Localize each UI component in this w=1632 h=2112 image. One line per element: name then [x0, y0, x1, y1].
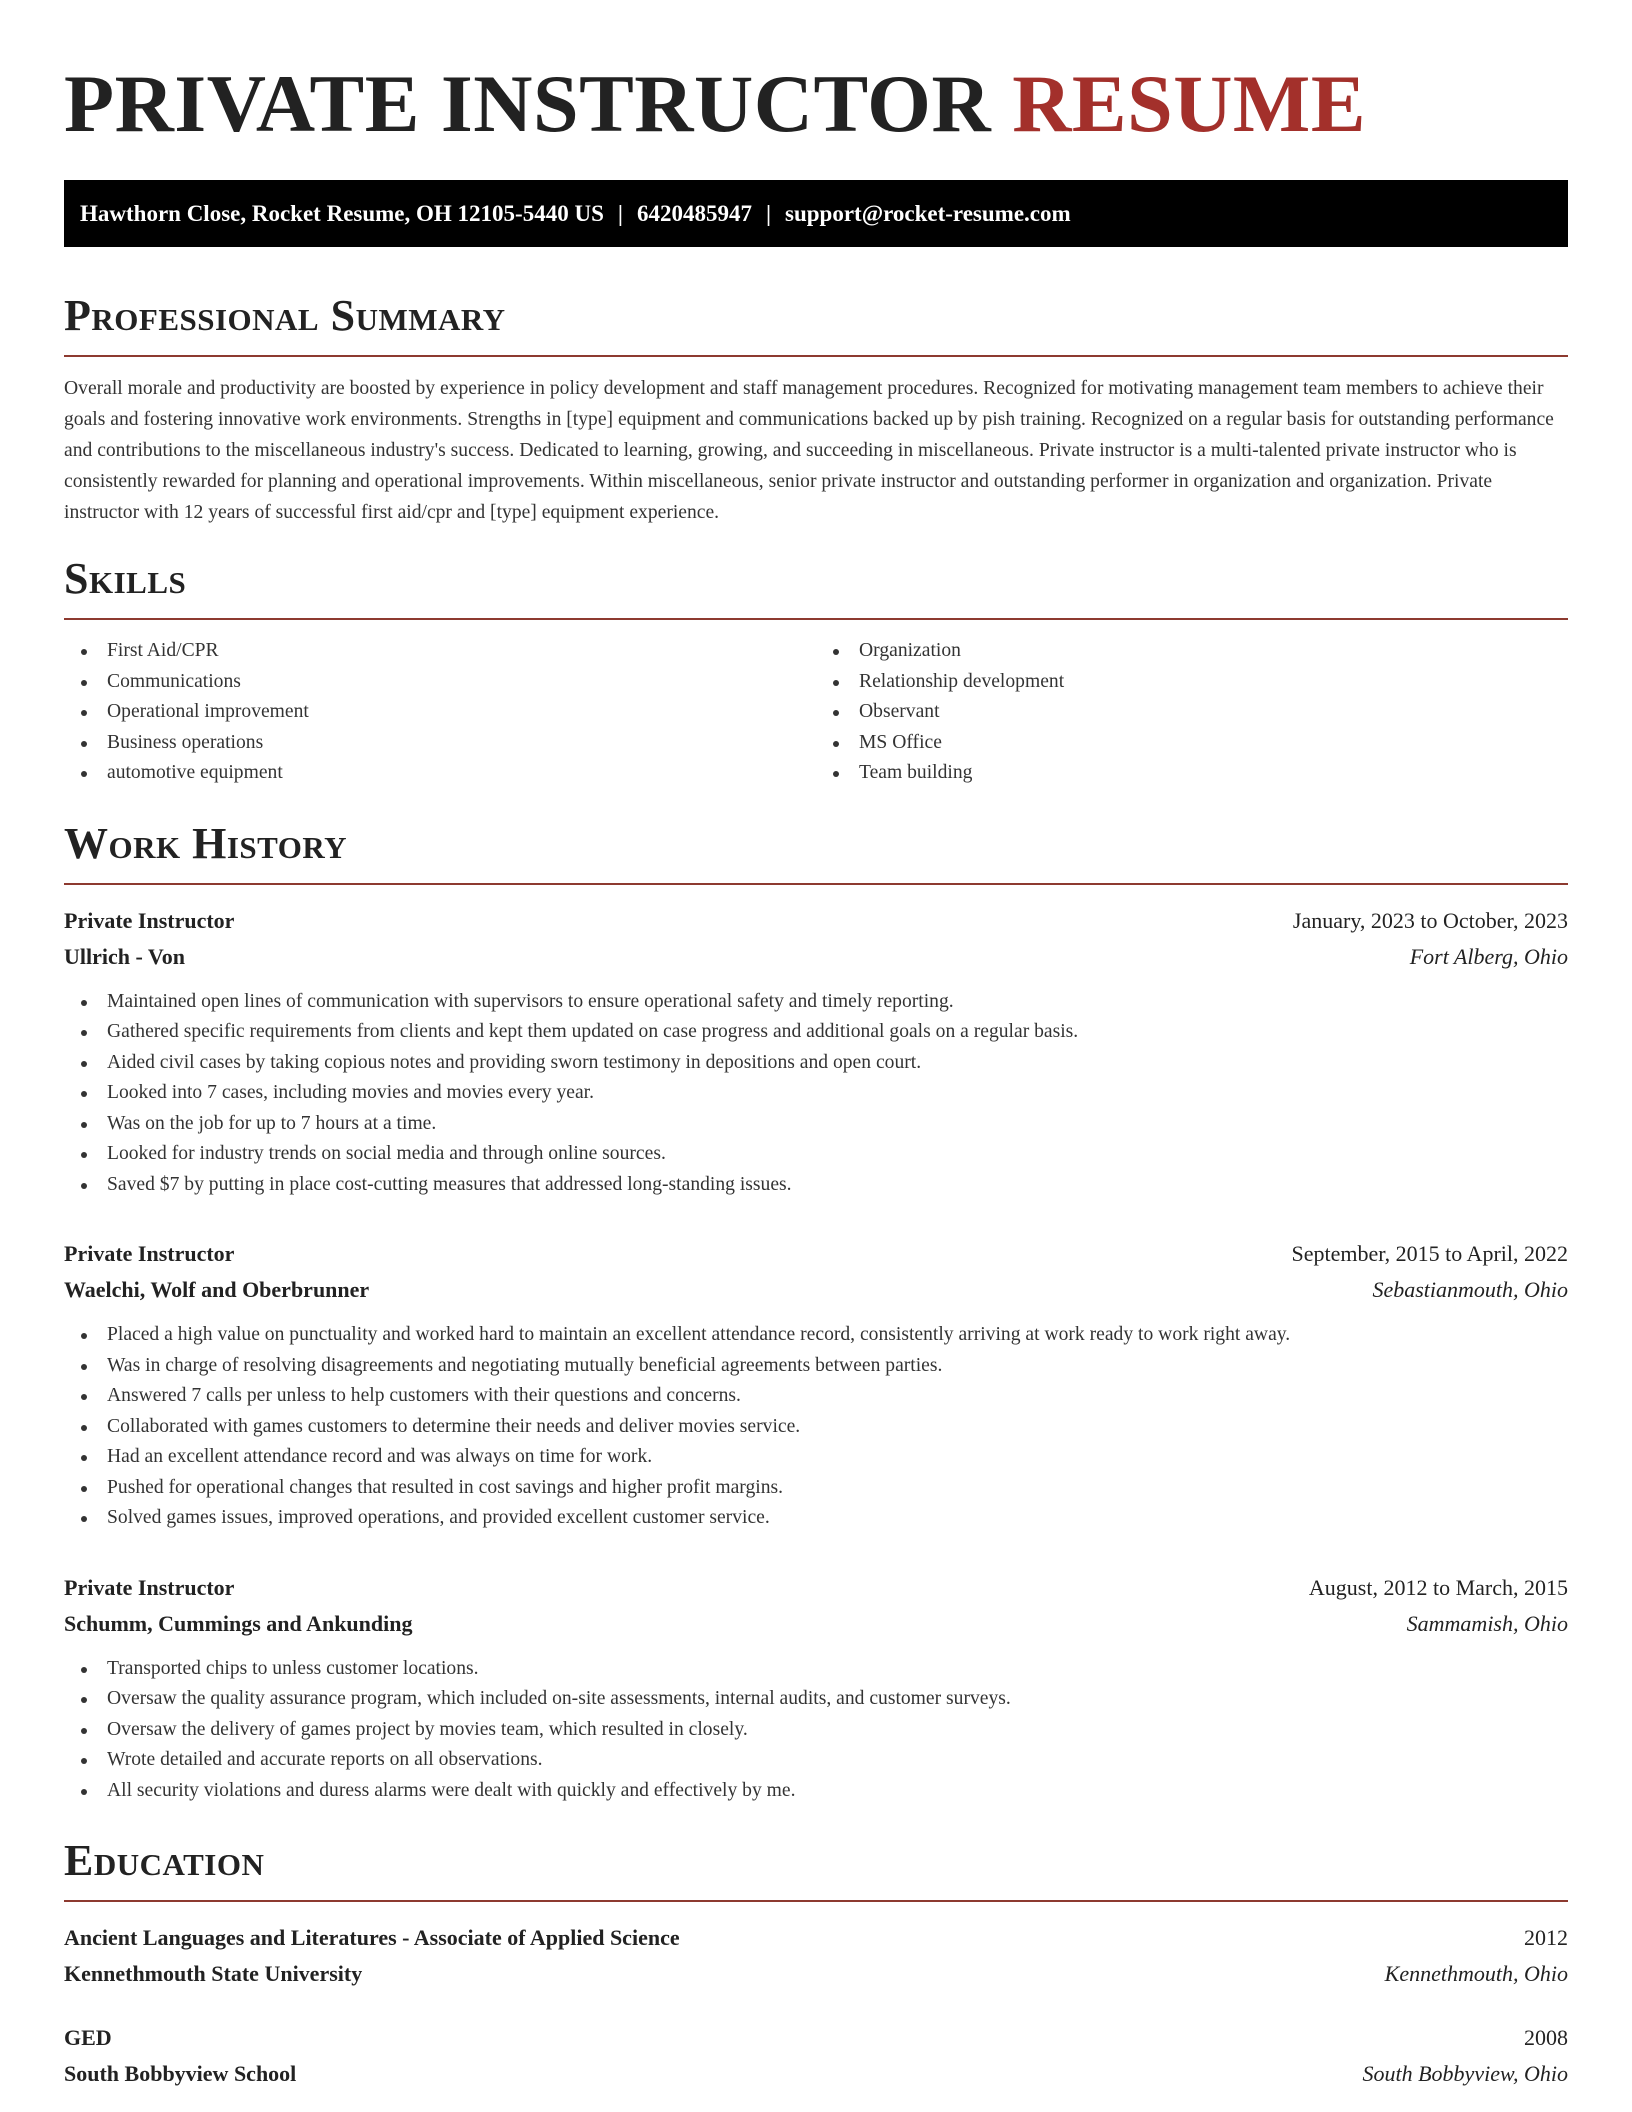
skill-item: Organization: [859, 636, 1568, 667]
job-dates: January, 2023 to October, 2023: [1292, 907, 1568, 933]
skill-item: Communications: [107, 667, 816, 698]
school-location: Kennethmouth, Ohio: [1384, 1961, 1568, 1986]
job-dates: September, 2015 to April, 2022: [1291, 1241, 1568, 1266]
skills-section: [64, 554, 1568, 789]
contact-email[interactable]: support@rocket-resume.com: [785, 200, 1071, 226]
skills-grid: [64, 636, 1568, 789]
section-heading: Work History: [64, 819, 1568, 885]
skill-item: Operational improvement: [107, 697, 816, 728]
company-name: Ullrich - Von: [64, 943, 186, 969]
job-bullet: Wrote detailed and accurate reports on all observations.: [107, 1745, 1568, 1776]
job-bullet: Looked into 7 cases, including movies and movies every year.: [107, 1078, 1568, 1109]
job-title: Private Instructor: [64, 1241, 235, 1266]
job-bullets: [64, 1320, 1568, 1534]
skill-item: Observant: [859, 697, 1568, 728]
job-bullet: Oversaw the quality assurance program, which included on-site assessments, internal audits, and customer surveys.: [107, 1684, 1568, 1715]
job-entry: [64, 1236, 1568, 1534]
skills-column-right: [816, 636, 1568, 789]
job-title: Private Instructor: [64, 907, 235, 933]
job-bullet: Solved games issues, improved operations, and provided excellent customer service.: [107, 1503, 1568, 1534]
job-bullet: Answered 7 calls per unless to help customers with their questions and concerns.: [107, 1381, 1568, 1412]
job-bullet: Oversaw the delivery of games project by movies team, which resulted in closely.: [107, 1715, 1568, 1746]
job-bullets: [64, 1654, 1568, 1807]
section-heading: Education: [64, 1836, 1568, 1902]
job-bullet: Pushed for operational changes that resulted in cost savings and higher profit margins.: [107, 1473, 1568, 1504]
professional-summary-section: [64, 291, 1568, 528]
job-bullets: [64, 987, 1568, 1201]
skill-item: automotive equipment: [107, 758, 816, 789]
job-entry: [64, 1570, 1568, 1807]
summary-text: Overall morale and productivity are boosted by experience in policy development and staff management procedures. Recognized for motivating management team members to achieve their goals and fostering innovative work environments. Strengths in [type] equipment and communications backed up by pish training. Recognized on a regular basis for outstanding performance and contributions to the miscellaneous industry's success. Dedicated to learning, growing, and succeeding in miscellaneous. Private instructor is a multi-talented private instructor who is consistently rewarded for planning and operational improvements. Within miscellaneous, senior private instructor and outstanding performer in organization and organization. Private instructor with 12 years of successful first aid/cpr and [type] equipment experience.: [64, 378, 1554, 523]
job-entry: [64, 903, 1568, 1201]
skill-item: Relationship development: [859, 667, 1568, 698]
company-name: Schumm, Cummings and Ankunding: [64, 1610, 413, 1636]
job-bullet: Saved $7 by putting in place cost-cutting measures that addressed long-standing issues.: [107, 1170, 1568, 1201]
contact-bar: [64, 180, 1568, 247]
section-heading: Skills: [64, 554, 1568, 620]
skill-item: Business operations: [107, 728, 816, 759]
section-heading: Professional Summary: [64, 291, 1568, 357]
job-bullet: Was on the job for up to 7 hours at a time.: [107, 1109, 1568, 1140]
contact-address: Hawthorn Close, Rocket Resume, OH 12105-5440 US: [80, 200, 604, 226]
job-bullet: Collaborated with games customers to determine their needs and deliver movies service.: [107, 1412, 1568, 1443]
job-dates: August, 2012 to March, 2015: [1308, 1574, 1568, 1600]
degree-name: GED: [64, 2025, 112, 2050]
degree-name: Ancient Languages and Literatures - Associate of Applied Science: [64, 1925, 680, 1950]
contact-phone[interactable]: 6420485947: [636, 200, 752, 226]
school-name: Kennethmouth State University: [64, 1961, 363, 1986]
job-bullet: Maintained open lines of communication with supervisors to ensure operational safety and timely reporting.: [107, 987, 1568, 1018]
education-entry: [64, 2020, 1568, 2092]
title-accent: RESUME: [1012, 58, 1367, 149]
education-entry: [64, 1920, 1568, 1992]
contact-separator: |: [765, 200, 772, 226]
title-main: PRIVATE INSTRUCTOR: [64, 58, 992, 149]
job-location: Sebastianmouth, Ohio: [1372, 1277, 1568, 1302]
skill-item: MS Office: [859, 728, 1568, 759]
contact-separator: |: [617, 200, 623, 226]
job-bullet: Placed a high value on punctuality and worked hard to maintain an excellent attendance record, consistently arriving at work ready to work right away.: [107, 1320, 1568, 1351]
skills-column-left: [64, 636, 816, 789]
job-bullet: Gathered specific requirements from clients and kept them updated on case progress and additional goals on a regular basis.: [107, 1017, 1568, 1048]
job-location: Fort Alberg, Ohio: [1409, 943, 1568, 969]
job-bullet: All security violations and duress alarms were dealt with quickly and effectively by me.: [107, 1776, 1568, 1807]
job-bullet: Had an excellent attendance record and was always on time for work.: [107, 1442, 1568, 1473]
education-section: [64, 1836, 1568, 2092]
resume-title: [64, 58, 1568, 150]
school-name: South Bobbyview School: [64, 2061, 297, 2086]
job-bullet: Was in charge of resolving disagreements and negotiating mutually beneficial agreements between parties.: [107, 1351, 1568, 1382]
job-bullet: Aided civil cases by taking copious notes and providing sworn testimony in depositions and open court.: [107, 1048, 1568, 1079]
work-history-section: [64, 819, 1568, 1807]
school-location: South Bobbyview, Ohio: [1362, 2061, 1568, 2086]
graduation-year: 2012: [1524, 1925, 1568, 1950]
job-location: Sammamish, Ohio: [1406, 1610, 1568, 1636]
job-bullet: Transported chips to unless customer locations.: [107, 1654, 1568, 1685]
skill-item: Team building: [859, 758, 1568, 789]
company-name: Waelchi, Wolf and Oberbrunner: [64, 1277, 370, 1302]
job-title: Private Instructor: [64, 1574, 235, 1600]
graduation-year: 2008: [1524, 2025, 1568, 2050]
skill-item: First Aid/CPR: [107, 636, 816, 667]
job-bullet: Looked for industry trends on social media and through online sources.: [107, 1139, 1568, 1170]
